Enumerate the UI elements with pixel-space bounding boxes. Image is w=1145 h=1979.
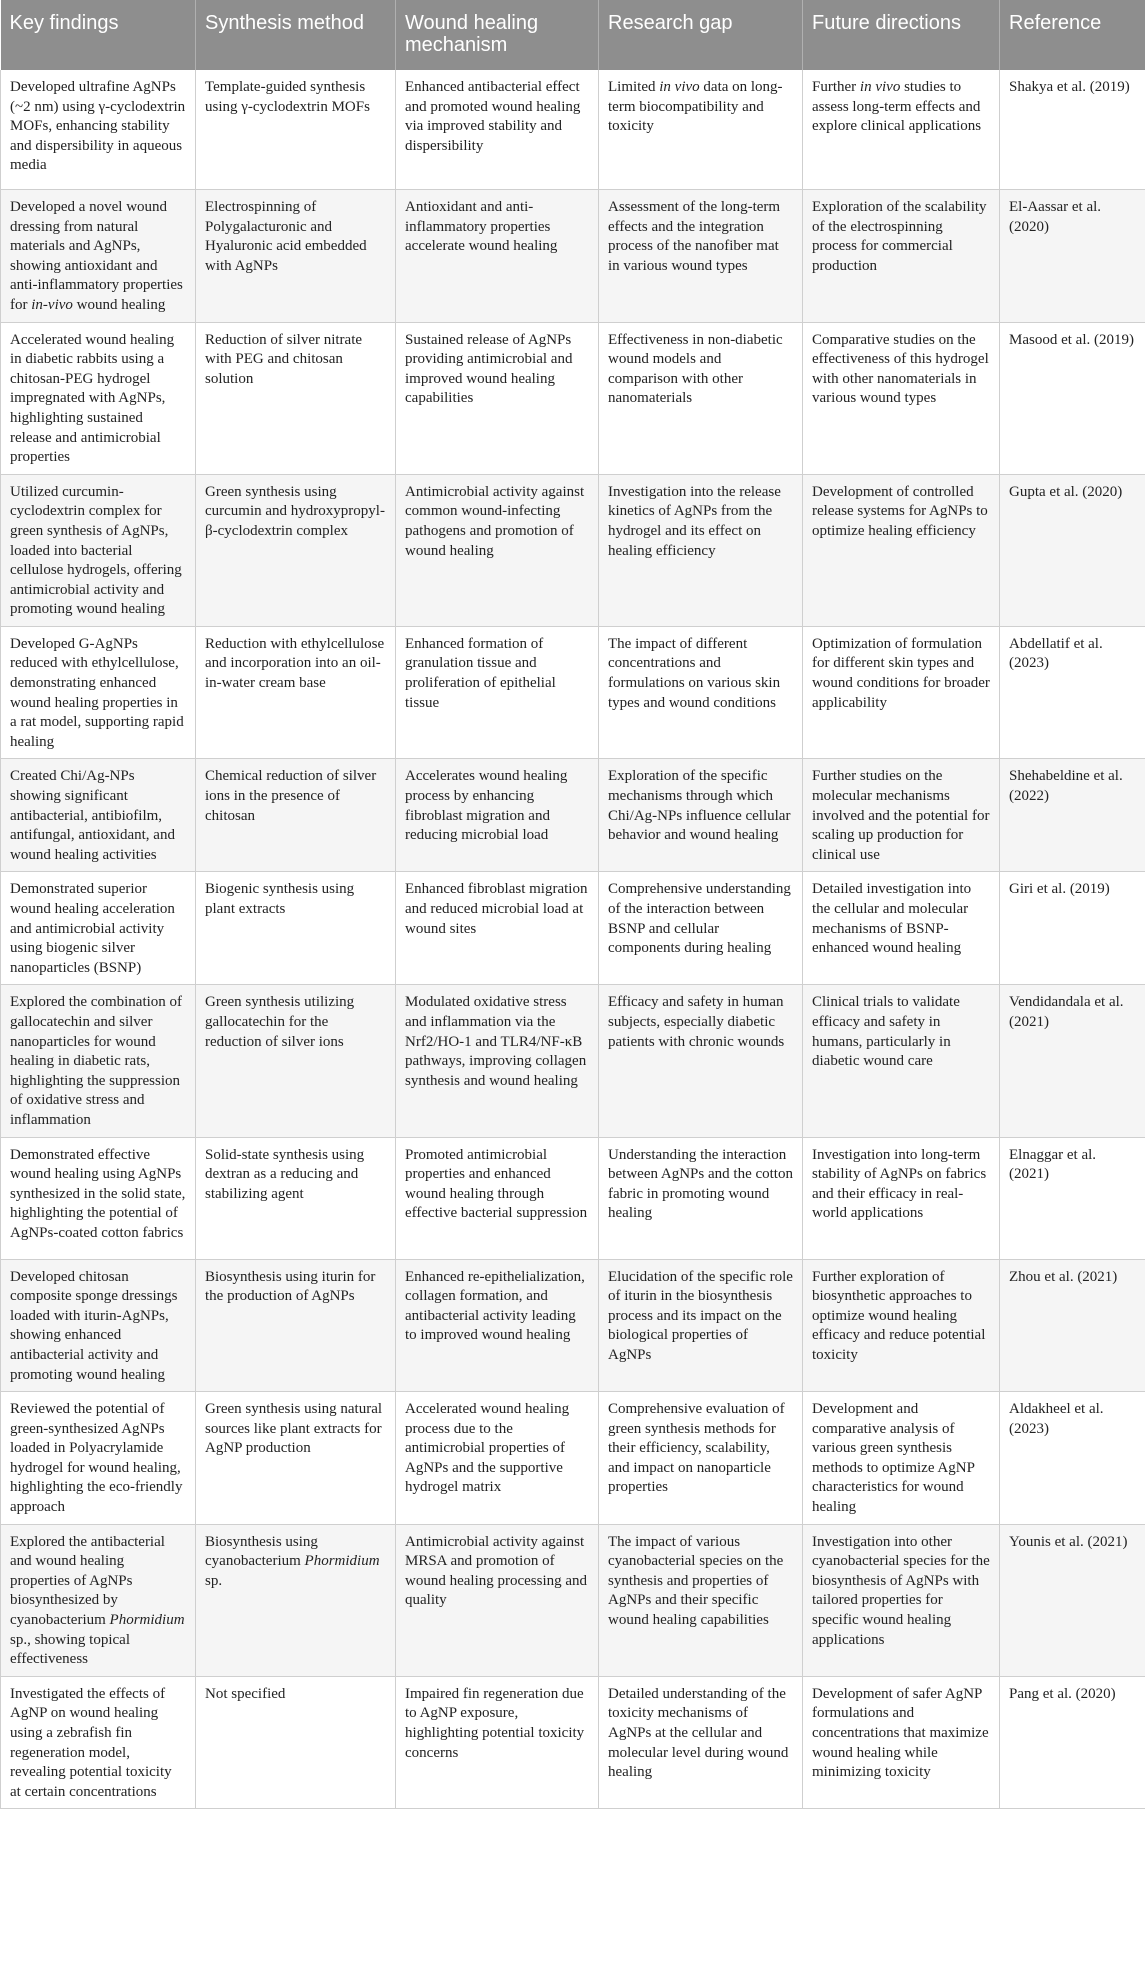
synthesis-method-cell: Green synthesis using natural sources like plant extracts for AgNP production: [196, 1392, 396, 1525]
future-directions-cell: Clinical trials to validate efficacy and safety in humans, particularly in diabetic wound care: [803, 985, 1000, 1137]
key-findings-cell: Created Chi/Ag-NPs showing significant antibacterial, antibiofilm, antifungal, antioxidant, and wound healing activities: [1, 759, 196, 872]
header-reference: Reference: [1000, 0, 1145, 70]
research-gap-cell: The impact of different concentrations and formulations on various skin types and wound conditions: [599, 626, 803, 759]
key-findings-cell: Investigated the effects of AgNP on wound healing using a zebrafish fin regeneration model, revealing potential toxicity at certain concentrations: [1, 1676, 196, 1809]
table-row: [1, 1392, 1145, 1525]
research-gap-cell: Detailed understanding of the toxicity mechanisms of AgNPs at the cellular and molecular level during wound healing: [599, 1676, 803, 1809]
reference-cell: Masood et al. (2019): [1000, 322, 1145, 474]
table-body: [1, 70, 1145, 1809]
key-findings-cell: Developed G-AgNPs reduced with ethylcellulose, demonstrating enhanced wound healing properties in a rat model, supporting rapid healing: [1, 626, 196, 759]
synthesis-method-cell: Template-guided synthesis using γ-cyclodextrin MOFs: [196, 70, 396, 190]
reference-cell: Elnaggar et al. (2021): [1000, 1137, 1145, 1259]
research-gap-cell: Investigation into the release kinetics of AgNPs from the hydrogel and its effect on healing efficiency: [599, 474, 803, 626]
future-directions-cell: [803, 70, 1000, 190]
table-row: [1, 759, 1145, 872]
reference-cell: Giri et al. (2019): [1000, 872, 1145, 985]
mechanism-cell: Enhanced re-epithelialization, collagen formation, and antibacterial activity leading to improved wound healing: [396, 1259, 599, 1392]
mechanism-cell: Impaired fin regeneration due to AgNP exposure, highlighting potential toxicity concerns: [396, 1676, 599, 1809]
reference-cell: Abdellatif et al. (2023): [1000, 626, 1145, 759]
text-part: Biosynthesis using cyanobacterium: [205, 1533, 318, 1570]
synthesis-method-cell: Green synthesis using curcumin and hydroxypropyl-β-cyclodextrin complex: [196, 474, 396, 626]
mechanism-cell: Enhanced fibroblast migration and reduced microbial load at wound sites: [396, 872, 599, 985]
research-gap-cell: Assessment of the long-term effects and the integration process of the nanofiber mat in various wound types: [599, 190, 803, 323]
reference-cell: Shakya et al. (2019): [1000, 70, 1145, 190]
reference-cell: Younis et al. (2021): [1000, 1524, 1145, 1676]
synthesis-method-cell: Reduction with ethylcellulose and incorporation into an oil-in-water cream base: [196, 626, 396, 759]
research-gap-cell: Comprehensive evaluation of green synthesis methods for their efficiency, scalability, and impact on nanoparticle properties: [599, 1392, 803, 1525]
reference-cell: Zhou et al. (2021): [1000, 1259, 1145, 1392]
mechanism-cell: Antioxidant and anti-inflammatory properties accelerate wound healing: [396, 190, 599, 323]
key-findings-cell: Utilized curcumin-cyclodextrin complex for green synthesis of AgNPs, loaded into bacterial cellulose hydrogels, offering antimicrobial activity and promoting wound healing: [1, 474, 196, 626]
italic-term: in vivo: [859, 79, 901, 95]
reference-cell: Pang et al. (2020): [1000, 1676, 1145, 1809]
future-directions-cell: Further studies on the molecular mechanisms involved and the potential for scaling up production for clinical use: [803, 759, 1000, 872]
key-findings-cell: [1, 190, 196, 323]
reference-cell: Shehabeldine et al. (2022): [1000, 759, 1145, 872]
text-part: Explored the antibacterial and wound healing properties of AgNPs biosynthesized by cyanobacterium: [10, 1533, 165, 1629]
future-directions-cell: Exploration of the scalability of the electrospinning process for commercial production: [803, 190, 1000, 323]
text-part: sp., showing topical effectiveness: [10, 1631, 130, 1668]
future-directions-cell: Further exploration of biosynthetic approaches to optimize wound healing efficacy and reduce potential toxicity: [803, 1259, 1000, 1392]
italic-term: in vivo: [659, 79, 700, 95]
future-directions-cell: Comparative studies on the effectiveness of this hydrogel with other nanomaterials in various wound types: [803, 322, 1000, 474]
research-gap-cell: Comprehensive understanding of the interaction between BSNP and cellular components during healing: [599, 872, 803, 985]
mechanism-cell: Accelerated wound healing process due to the antimicrobial properties of AgNPs and the supportive hydrogel matrix: [396, 1392, 599, 1525]
reference-cell: Gupta et al. (2020): [1000, 474, 1145, 626]
research-gap-cell: [599, 70, 803, 190]
header-future-directions: Future directions: [803, 0, 1000, 70]
table-row: [1, 626, 1145, 759]
reference-cell: Aldakheel et al. (2023): [1000, 1392, 1145, 1525]
research-gap-cell: Understanding the interaction between AgNPs and the cotton fabric in promoting wound healing: [599, 1137, 803, 1259]
mechanism-cell: Promoted antimicrobial properties and enhanced wound healing through effective bacterial suppression: [396, 1137, 599, 1259]
text-part: Further: [812, 79, 860, 95]
synthesis-method-cell: Green synthesis utilizing gallocatechin for the reduction of silver ions: [196, 985, 396, 1137]
key-findings-cell: Developed chitosan composite sponge dressings loaded with iturin-AgNPs, showing enhanced antibacterial activity and promoting wound healing: [1, 1259, 196, 1392]
synthesis-method-cell: Reduction of silver nitrate with PEG and chitosan solution: [196, 322, 396, 474]
table-row: [1, 872, 1145, 985]
future-directions-cell: Development of safer AgNP formulations and concentrations that maximize wound healing while minimizing toxicity: [803, 1676, 1000, 1809]
header-row: [1, 0, 1145, 70]
key-findings-cell: Accelerated wound healing in diabetic rabbits using a chitosan-PEG hydrogel impregnated with AgNPs, highlighting sustained release and antimicrobial properties: [1, 322, 196, 474]
research-gap-cell: The impact of various cyanobacterial species on the synthesis and properties of AgNPs and their specific wound healing capabilities: [599, 1524, 803, 1676]
header-synthesis-method: Synthesis method: [196, 0, 396, 70]
mechanism-cell: Sustained release of AgNPs providing antimicrobial and improved wound healing capabilities: [396, 322, 599, 474]
text-part: wound healing: [72, 296, 166, 313]
synthesis-method-cell: Electrospinning of Polygalacturonic and Hyaluronic acid embedded with AgNPs: [196, 190, 396, 323]
key-findings-cell: Developed ultrafine AgNPs (~2 nm) using γ-cyclodextrin MOFs, enhancing stability and dispersibility in aqueous media: [1, 70, 196, 190]
synthesis-method-cell: Biogenic synthesis using plant extracts: [196, 872, 396, 985]
key-findings-cell: Demonstrated effective wound healing using AgNPs synthesized in the solid state, highlighting the potential of AgNPs-coated cotton fabrics: [1, 1137, 196, 1259]
table-row: [1, 190, 1145, 323]
mechanism-cell: Enhanced formation of granulation tissue and proliferation of epithelial tissue: [396, 626, 599, 759]
mechanism-cell: Antimicrobial activity against common wound-infecting pathogens and promotion of wound healing: [396, 474, 599, 626]
key-findings-cell: Reviewed the potential of green-synthesized AgNPs loaded in Polyacrylamide hydrogel for wound healing, highlighting the eco-friendly approach: [1, 1392, 196, 1525]
table-row: [1, 1259, 1145, 1392]
table-header: [1, 0, 1145, 70]
italic-term: Phormidium: [304, 1553, 380, 1570]
key-findings-cell: Explored the combination of gallocatechin and silver nanoparticles for wound healing in diabetic rats, highlighting the suppression of oxidative stress and inflammation: [1, 985, 196, 1137]
key-findings-cell: [1, 1524, 196, 1676]
synthesis-method-cell: [196, 1524, 396, 1676]
text-part: Developed a novel wound dressing from natural materials and AgNPs, showing antioxidant and anti-inflammatory properties for: [10, 199, 183, 313]
text-part: studies to assess long-term effects and explore clinical applications: [812, 79, 982, 135]
table-row: [1, 322, 1145, 474]
synthesis-method-cell: Not specified: [196, 1676, 396, 1809]
research-gap-cell: Effectiveness in non-diabetic wound models and comparison with other nanomaterials: [599, 322, 803, 474]
research-gap-cell: Elucidation of the specific role of iturin in the biosynthesis process and its impact on the biological properties of AgNPs: [599, 1259, 803, 1392]
mechanism-cell: Enhanced antibacterial effect and promoted wound healing via improved stability and dispersibility: [396, 70, 599, 190]
table-row: [1, 1676, 1145, 1809]
text-part: data on long-term biocompatibility and toxicity: [608, 79, 783, 135]
reference-cell: Vendidandala et al. (2021): [1000, 985, 1145, 1137]
italic-term: in-vivo: [31, 296, 73, 313]
research-gap-cell: Efficacy and safety in human subjects, especially diabetic patients with chronic wounds: [599, 985, 803, 1137]
header-key-findings: Key findings: [1, 0, 196, 70]
header-wound-healing-mechanism: Wound healing mechanism: [396, 0, 599, 70]
future-directions-cell: Optimization of formulation for different skin types and wound conditions for broader applicability: [803, 626, 1000, 759]
text-part: sp.: [205, 1572, 223, 1589]
mechanism-cell: Accelerates wound healing process by enhancing fibroblast migration and reducing microbial load: [396, 759, 599, 872]
reference-cell: El-Aassar et al. (2020): [1000, 190, 1145, 323]
synthesis-method-cell: Solid-state synthesis using dextran as a reducing and stabilizing agent: [196, 1137, 396, 1259]
table-row: [1, 1137, 1145, 1259]
table-row: [1, 70, 1145, 190]
table-row: [1, 985, 1145, 1137]
key-findings-cell: Demonstrated superior wound healing acceleration and antimicrobial activity using biogenic silver nanoparticles (BSNP): [1, 872, 196, 985]
future-directions-cell: Investigation into other cyanobacterial species for the biosynthesis of AgNPs with tailored properties for specific wound healing applications: [803, 1524, 1000, 1676]
future-directions-cell: Development and comparative analysis of various green synthesis methods to optimize AgNP characteristics for wound healing: [803, 1392, 1000, 1525]
synthesis-method-cell: Biosynthesis using iturin for the production of AgNPs: [196, 1259, 396, 1392]
research-gap-cell: Exploration of the specific mechanisms through which Chi/Ag-NPs influence cellular behavior and wound healing: [599, 759, 803, 872]
mechanism-cell: Modulated oxidative stress and inflammation via the Nrf2/HO-1 and TLR4/NF-κB pathways, improving collagen synthesis and wound healing: [396, 985, 599, 1137]
mechanism-cell: Antimicrobial activity against MRSA and promotion of wound healing processing and quality: [396, 1524, 599, 1676]
future-directions-cell: Development of controlled release systems for AgNPs to optimize healing efficiency: [803, 474, 1000, 626]
text-part: Limited: [608, 79, 660, 95]
italic-term: Phormidium: [109, 1612, 185, 1629]
future-directions-cell: Detailed investigation into the cellular and molecular mechanisms of BSNP-enhanced wound healing: [803, 872, 1000, 985]
header-research-gap: Research gap: [599, 0, 803, 70]
table-row: [1, 474, 1145, 626]
future-directions-cell: Investigation into long-term stability of AgNPs on fabrics and their efficacy in real-world applications: [803, 1137, 1000, 1259]
table-row: [1, 1524, 1145, 1676]
synthesis-method-cell: Chemical reduction of silver ions in the presence of chitosan: [196, 759, 396, 872]
